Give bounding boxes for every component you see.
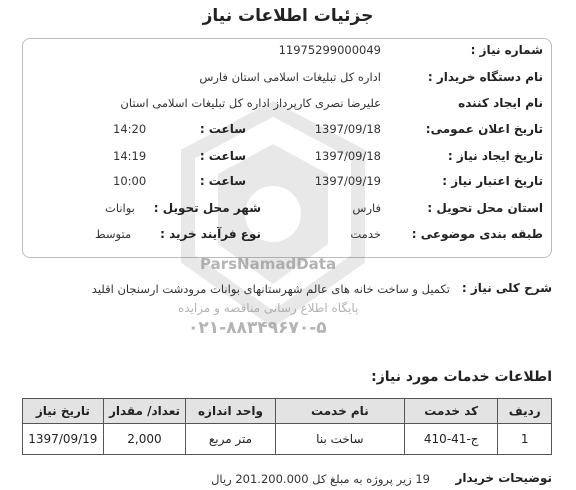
row-name: ساخت بنا [275,424,404,455]
row-date: 1397/09/19 [23,424,104,455]
buyer-org-row [23,70,551,92]
creator-label: نام ایجاد کننده [458,96,543,110]
col-code-header: کد خدمت [404,399,498,424]
col-name-header: نام خدمت [275,399,404,424]
delivery-city-value: بوانات [105,201,135,215]
category-row [23,227,551,249]
public-date-label: تاریخ اعلان عمومی: [425,122,543,136]
public-time-label: ساعت : [199,122,246,136]
col-qty-header: تعداد/ مقدار [103,399,185,424]
need-number-row [23,43,551,65]
row-index: 1 [498,424,552,455]
col-date-header: تاریخ نیاز [23,399,104,424]
public-date-row [23,122,551,144]
create-date-label: تاریخ ایجاد نیاز : [447,149,543,163]
delivery-city-label: شهر محل تحویل : [153,201,261,215]
buyer-notes-row [32,471,552,489]
description-value: تکمیل و ساخت خانه های عالم شهرستانهای بوانات مرودشت ارسنجان اقلید [91,282,450,296]
valid-time-value: 10:00 [113,174,147,188]
watermark-brand: ParsNamadData [200,255,337,273]
row-unit: متر مربع [186,424,276,455]
category-value: خدمت [350,227,381,241]
delivery-province-value: فارس [352,201,381,215]
delivery-row [23,201,551,223]
create-date-value: 1397/09/18 [314,149,381,163]
row-code: ج-41-410 [404,424,498,455]
page-title: جزئیات اطلاعات نیاز [202,6,374,26]
col-unit-header: واحد اندازه [186,399,276,424]
services-table [22,398,552,455]
valid-date-value: 1397/09/19 [314,174,381,188]
watermark-phone: ۰۲۱-۸۸۳۴۹۶۷۰-۵ [188,318,327,338]
create-date-row [23,149,551,171]
buyer-notes-label: توضیحات خریدار [455,471,552,485]
creator-value: علیرضا نصری کارپرداز اداره کل تبلیغات اسلامی استان [120,96,381,110]
create-time-value: 14:19 [113,149,147,163]
category-label: طبقه بندی موضوعی : [411,227,543,241]
process-type-label: نوع فرآیند خرید : [160,227,261,241]
watermark-line: پایگاه اطلاع رسانی مناقصه و مزایده [178,301,359,315]
valid-date-label: تاریخ اعتبار نیاز : [442,174,543,188]
buyer-org-value: اداره کل تبلیغات اسلامی استان فارس [199,70,381,84]
services-section-title: اطلاعات خدمات مورد نیاز: [371,369,552,385]
need-info-panel [22,38,552,258]
need-number-value: 11975299000049 [278,43,381,57]
description-label: شرح کلی نیاز : [461,281,552,295]
row-qty: 2,000 [103,424,185,455]
public-date-value: 1397/09/18 [314,122,381,136]
col-index-header: ردیف [498,399,552,424]
buyer-org-label: نام دستگاه خریدار : [427,70,543,84]
public-time-value: 14:20 [113,122,147,136]
description-row [32,281,552,301]
create-time-label: ساعت : [199,149,246,163]
valid-date-row [23,174,551,196]
table-row [23,424,552,455]
process-type-value: متوسط [95,227,132,241]
valid-time-label: ساعت : [199,174,246,188]
creator-row [23,96,551,118]
services-header-row [23,399,552,424]
delivery-province-label: استان محل تحویل : [427,201,543,215]
need-number-label: شماره نیاز : [470,43,543,57]
buyer-notes-value: 19 زیر پروژه به مبلغ کل 201.200.000 ریال [211,472,430,486]
